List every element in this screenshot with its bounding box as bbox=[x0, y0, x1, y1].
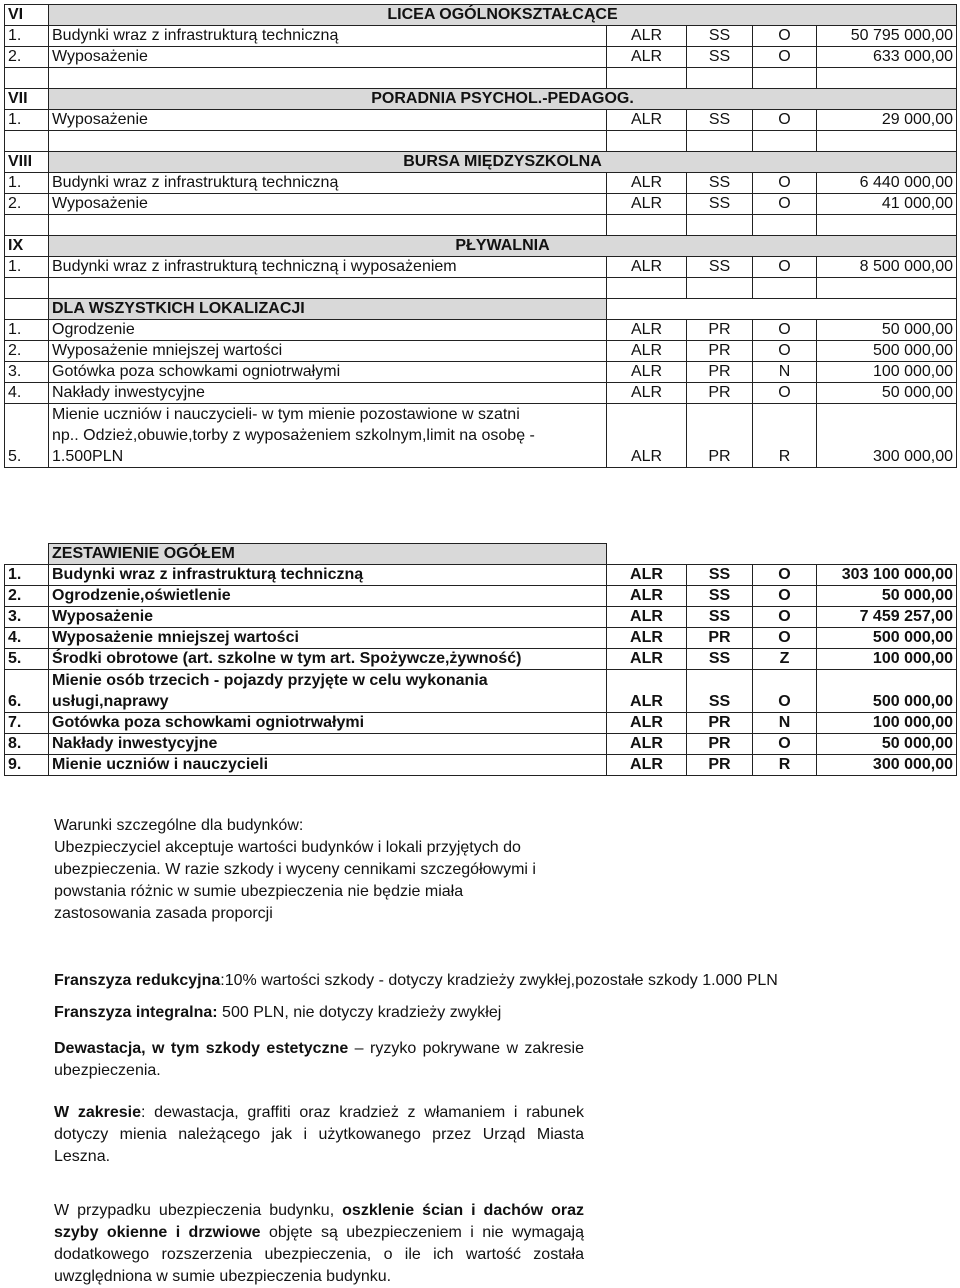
franchise-integral bbox=[54, 1002, 501, 1024]
section-number: VII bbox=[5, 89, 49, 110]
row-description: Budynki wraz z infrastrukturą techniczną bbox=[49, 26, 607, 47]
conditions-line: ubezpieczenia. W razie szkody i wyceny cennikami szczegółowymi i bbox=[54, 861, 536, 878]
table-row bbox=[5, 257, 957, 278]
row-code-c: O bbox=[753, 734, 817, 755]
row-description-line: np.. Odzież,obuwie,torby z wyposażeniem szkolnym,limit na osobę - bbox=[52, 427, 535, 444]
row-code-b: SS bbox=[687, 670, 753, 713]
row-code-c: O bbox=[753, 26, 817, 47]
row-description: Środki obrotowe (art. szkolne w tym art. Spożywcze,żywność) bbox=[49, 649, 607, 670]
row-value: 50 000,00 bbox=[817, 320, 957, 341]
table-row bbox=[5, 26, 957, 47]
row-description: Nakłady inwestycyjne bbox=[49, 734, 607, 755]
table-row bbox=[5, 320, 957, 341]
row-code-c: O bbox=[753, 173, 817, 194]
table-row bbox=[5, 404, 957, 468]
section-title: ZESTAWIENIE OGÓŁEM bbox=[49, 544, 607, 565]
row-description: Budynki wraz z infrastrukturą techniczną bbox=[49, 565, 607, 586]
summary-table bbox=[4, 543, 957, 776]
franchise-integral-label: Franszyza integralna: bbox=[54, 1004, 218, 1021]
row-code-a: ALR bbox=[607, 173, 687, 194]
section-number: IX bbox=[5, 236, 49, 257]
row-code-a: ALR bbox=[607, 565, 687, 586]
empty-cell bbox=[5, 68, 49, 89]
table-row bbox=[5, 173, 957, 194]
table-row bbox=[5, 362, 957, 383]
spacer-row bbox=[5, 215, 957, 236]
row-code-a: ALR bbox=[607, 257, 687, 278]
row-code-c: O bbox=[753, 383, 817, 404]
row-description bbox=[49, 670, 607, 713]
glass-text-pre: W przypadku ubezpieczenia budynku, bbox=[54, 1202, 343, 1219]
row-description bbox=[49, 404, 607, 468]
section-number: VIII bbox=[5, 152, 49, 173]
row-code-c: O bbox=[753, 257, 817, 278]
row-code-c: O bbox=[753, 607, 817, 628]
table-row bbox=[5, 194, 957, 215]
table-row bbox=[5, 47, 957, 68]
row-number: 7. bbox=[5, 713, 49, 734]
scope-note bbox=[54, 1102, 584, 1168]
row-description: Nakłady inwestycyjne bbox=[49, 383, 607, 404]
row-code-b: SS bbox=[687, 649, 753, 670]
row-number: 1. bbox=[5, 565, 49, 586]
table-row bbox=[5, 755, 957, 776]
row-code-a: ALR bbox=[607, 362, 687, 383]
row-description: Wyposażenie bbox=[49, 47, 607, 68]
row-code-c: N bbox=[753, 713, 817, 734]
row-code-b: PR bbox=[687, 320, 753, 341]
building-conditions bbox=[54, 815, 536, 925]
table-row bbox=[5, 713, 957, 734]
section-header bbox=[5, 89, 957, 110]
franchise-reduction-text: :10% wartości szkody - dotyczy kradzieży zwykłej,pozostałe szkody 1.000 PLN bbox=[220, 972, 778, 989]
empty-cell bbox=[817, 278, 957, 299]
franchise-reduction bbox=[54, 970, 778, 992]
row-code-a: ALR bbox=[607, 713, 687, 734]
row-code-b: PR bbox=[687, 628, 753, 649]
empty-cell bbox=[607, 68, 687, 89]
row-number: 9. bbox=[5, 755, 49, 776]
empty-cell bbox=[753, 278, 817, 299]
row-code-a: ALR bbox=[607, 341, 687, 362]
row-code-b: SS bbox=[687, 586, 753, 607]
row-code-b: SS bbox=[687, 194, 753, 215]
row-code-a: ALR bbox=[607, 110, 687, 131]
row-number: 2. bbox=[5, 586, 49, 607]
row-code-a: ALR bbox=[607, 628, 687, 649]
table-row bbox=[5, 628, 957, 649]
conditions-title: Warunki szczególne dla budynków: bbox=[54, 817, 304, 834]
row-value: 100 000,00 bbox=[817, 649, 957, 670]
row-description: Budynki wraz z infrastrukturą techniczną bbox=[49, 173, 607, 194]
row-code-a: ALR bbox=[607, 47, 687, 68]
row-description-line: Mienie uczniów i nauczycieli- w tym mienie pozostawione w szatni bbox=[52, 406, 520, 423]
empty-cell bbox=[5, 278, 49, 299]
empty-cell bbox=[687, 68, 753, 89]
row-code-c: O bbox=[753, 565, 817, 586]
row-number: 5. bbox=[5, 404, 49, 468]
table-row bbox=[5, 649, 957, 670]
row-code-b: PR bbox=[687, 362, 753, 383]
row-value: 50 000,00 bbox=[817, 383, 957, 404]
row-code-b: SS bbox=[687, 257, 753, 278]
row-value: 7 459 257,00 bbox=[817, 607, 957, 628]
row-number: 1. bbox=[5, 110, 49, 131]
row-number: 1. bbox=[5, 257, 49, 278]
empty-cell bbox=[687, 278, 753, 299]
row-code-c: O bbox=[753, 320, 817, 341]
row-code-b: SS bbox=[687, 26, 753, 47]
row-code-c: O bbox=[753, 110, 817, 131]
row-value: 8 500 000,00 bbox=[817, 257, 957, 278]
row-code-a: ALR bbox=[607, 194, 687, 215]
empty-cell bbox=[49, 215, 607, 236]
empty-cell bbox=[5, 544, 49, 565]
section-header bbox=[5, 152, 957, 173]
table-row bbox=[5, 607, 957, 628]
row-code-c: R bbox=[753, 404, 817, 468]
row-code-b: PR bbox=[687, 341, 753, 362]
row-code-b: PR bbox=[687, 755, 753, 776]
section-title: PORADNIA PSYCHOL.-PEDAGOG. bbox=[49, 89, 957, 110]
section-number: VI bbox=[5, 5, 49, 26]
locations-table bbox=[4, 4, 957, 468]
row-code-b: PR bbox=[687, 734, 753, 755]
table-row bbox=[5, 586, 957, 607]
section-header bbox=[5, 236, 957, 257]
row-code-c: R bbox=[753, 755, 817, 776]
row-code-b: PR bbox=[687, 713, 753, 734]
row-value: 50 795 000,00 bbox=[817, 26, 957, 47]
vandalism-text: – ryzyko pokrywane w zakresie ubezpieczenia. bbox=[54, 1040, 585, 1079]
franchise-integral-text: 500 PLN, nie dotyczy kradzieży zwykłej bbox=[217, 1004, 502, 1021]
row-description: Ogrodzenie bbox=[49, 320, 607, 341]
row-code-b: SS bbox=[687, 607, 753, 628]
section-header bbox=[5, 299, 957, 320]
section-title: PŁYWALNIA bbox=[49, 236, 957, 257]
row-code-c: O bbox=[753, 628, 817, 649]
empty-cell bbox=[607, 131, 687, 152]
row-value: 633 000,00 bbox=[817, 47, 957, 68]
section-number bbox=[5, 299, 49, 320]
row-number: 1. bbox=[5, 26, 49, 47]
row-code-b: SS bbox=[687, 110, 753, 131]
row-number: 5. bbox=[5, 649, 49, 670]
row-code-b: SS bbox=[687, 565, 753, 586]
table-row bbox=[5, 341, 957, 362]
row-code-a: ALR bbox=[607, 404, 687, 468]
empty-cell bbox=[5, 131, 49, 152]
row-description: Wyposażenie bbox=[49, 110, 607, 131]
glass-text-post: objęte są ubezpieczeniem i nie wymagają dodatkowego rozszerzenia ubezpieczenia, o ile ich wartość została uwzględniona w sumie ubezpieczenia budynku. bbox=[54, 1224, 585, 1285]
row-number: 4. bbox=[5, 383, 49, 404]
row-value: 41 000,00 bbox=[817, 194, 957, 215]
empty-cell bbox=[687, 215, 753, 236]
section-header bbox=[5, 544, 957, 565]
spacer-row bbox=[5, 68, 957, 89]
empty-cell bbox=[817, 215, 957, 236]
row-number: 4. bbox=[5, 628, 49, 649]
row-code-a: ALR bbox=[607, 586, 687, 607]
empty-cell bbox=[817, 68, 957, 89]
row-description: Ogrodzenie,oświetlenie bbox=[49, 586, 607, 607]
table-row bbox=[5, 565, 957, 586]
row-code-c: O bbox=[753, 194, 817, 215]
empty-cell bbox=[607, 299, 957, 320]
row-value: 50 000,00 bbox=[817, 734, 957, 755]
row-number: 1. bbox=[5, 320, 49, 341]
scope-label: W zakresie bbox=[54, 1104, 141, 1121]
empty-cell bbox=[5, 215, 49, 236]
scope-text: : dewastacja, graffiti oraz kradzież z włamaniem i rabunek dotyczy mienia należącego jak i użytkowanego przez Urząd Miasta Leszna. bbox=[54, 1104, 584, 1165]
row-code-c: O bbox=[753, 47, 817, 68]
row-value: 500 000,00 bbox=[817, 670, 957, 713]
table-row bbox=[5, 734, 957, 755]
section-header bbox=[5, 5, 957, 26]
row-value: 500 000,00 bbox=[817, 341, 957, 362]
vandalism-note bbox=[54, 1038, 584, 1082]
row-code-c: Z bbox=[753, 649, 817, 670]
row-value: 50 000,00 bbox=[817, 586, 957, 607]
section-title: LICEA OGÓLNOKSZTAŁCĄCE bbox=[49, 5, 957, 26]
empty-cell bbox=[49, 278, 607, 299]
row-code-c: O bbox=[753, 670, 817, 713]
row-description: Budynki wraz z infrastrukturą techniczną i wyposażeniem bbox=[49, 257, 607, 278]
empty-cell bbox=[687, 131, 753, 152]
empty-cell bbox=[607, 278, 687, 299]
row-code-a: ALR bbox=[607, 607, 687, 628]
row-description: Mienie uczniów i nauczycieli bbox=[49, 755, 607, 776]
empty-cell bbox=[753, 68, 817, 89]
row-value: 303 100 000,00 bbox=[817, 565, 957, 586]
row-description: Wyposażenie mniejszej wartości bbox=[49, 628, 607, 649]
conditions-line: Ubezpieczyciel akceptuje wartości budynków i lokali przyjętych do bbox=[54, 839, 521, 856]
row-number: 3. bbox=[5, 362, 49, 383]
row-code-a: ALR bbox=[607, 320, 687, 341]
row-code-b: SS bbox=[687, 47, 753, 68]
row-code-a: ALR bbox=[607, 755, 687, 776]
row-value: 6 440 000,00 bbox=[817, 173, 957, 194]
glass-note bbox=[54, 1200, 584, 1288]
spacer-row bbox=[5, 278, 957, 299]
row-number: 2. bbox=[5, 194, 49, 215]
row-code-b: PR bbox=[687, 383, 753, 404]
spacer-row bbox=[5, 131, 957, 152]
row-number: 2. bbox=[5, 341, 49, 362]
section-title: DLA WSZYSTKICH LOKALIZACJI bbox=[49, 299, 607, 320]
row-code-a: ALR bbox=[607, 670, 687, 713]
row-description: Gotówka poza schowkami ogniotrwałymi bbox=[49, 713, 607, 734]
vandalism-label: Dewastacja, w tym szkody estetyczne bbox=[54, 1040, 349, 1057]
section-title: BURSA MIĘDZYSZKOLNA bbox=[49, 152, 957, 173]
row-value: 500 000,00 bbox=[817, 628, 957, 649]
row-value: 300 000,00 bbox=[817, 404, 957, 468]
row-number: 1. bbox=[5, 173, 49, 194]
row-description-line: usługi,naprawy bbox=[52, 693, 169, 710]
empty-cell bbox=[753, 215, 817, 236]
row-value: 100 000,00 bbox=[817, 362, 957, 383]
row-number: 3. bbox=[5, 607, 49, 628]
row-description: Wyposażenie bbox=[49, 194, 607, 215]
table-row bbox=[5, 383, 957, 404]
row-code-a: ALR bbox=[607, 383, 687, 404]
row-number: 2. bbox=[5, 47, 49, 68]
row-code-a: ALR bbox=[607, 26, 687, 47]
empty-cell bbox=[607, 544, 957, 565]
empty-cell bbox=[607, 215, 687, 236]
conditions-line: zastosowania zasada proporcji bbox=[54, 905, 273, 922]
row-description-line: Mienie osób trzecich - pojazdy przyjęte w celu wykonania bbox=[52, 672, 488, 689]
empty-cell bbox=[817, 131, 957, 152]
row-number: 8. bbox=[5, 734, 49, 755]
row-value: 29 000,00 bbox=[817, 110, 957, 131]
row-code-a: ALR bbox=[607, 649, 687, 670]
row-value: 100 000,00 bbox=[817, 713, 957, 734]
empty-cell bbox=[753, 131, 817, 152]
row-number: 6. bbox=[5, 670, 49, 713]
franchise-reduction-label: Franszyza redukcyjna bbox=[54, 972, 221, 989]
conditions-line: powstania różnic w sumie ubezpieczenia nie będzie miała bbox=[54, 883, 464, 900]
row-description: Gotówka poza schowkami ogniotrwałymi bbox=[49, 362, 607, 383]
empty-cell bbox=[49, 131, 607, 152]
row-code-c: O bbox=[753, 586, 817, 607]
glass-text-bold: oszklenie ścian i dachów oraz szyby okienne i drzwiowe bbox=[54, 1202, 584, 1241]
row-code-b: SS bbox=[687, 173, 753, 194]
row-code-c: N bbox=[753, 362, 817, 383]
row-code-a: ALR bbox=[607, 734, 687, 755]
row-description: Wyposażenie bbox=[49, 607, 607, 628]
empty-cell bbox=[49, 68, 607, 89]
table-row bbox=[5, 670, 957, 713]
row-description-line: 1.500PLN bbox=[52, 448, 124, 465]
row-code-c: O bbox=[753, 341, 817, 362]
row-code-b: PR bbox=[687, 404, 753, 468]
table-row bbox=[5, 110, 957, 131]
row-value: 300 000,00 bbox=[817, 755, 957, 776]
row-description: Wyposażenie mniejszej wartości bbox=[49, 341, 607, 362]
